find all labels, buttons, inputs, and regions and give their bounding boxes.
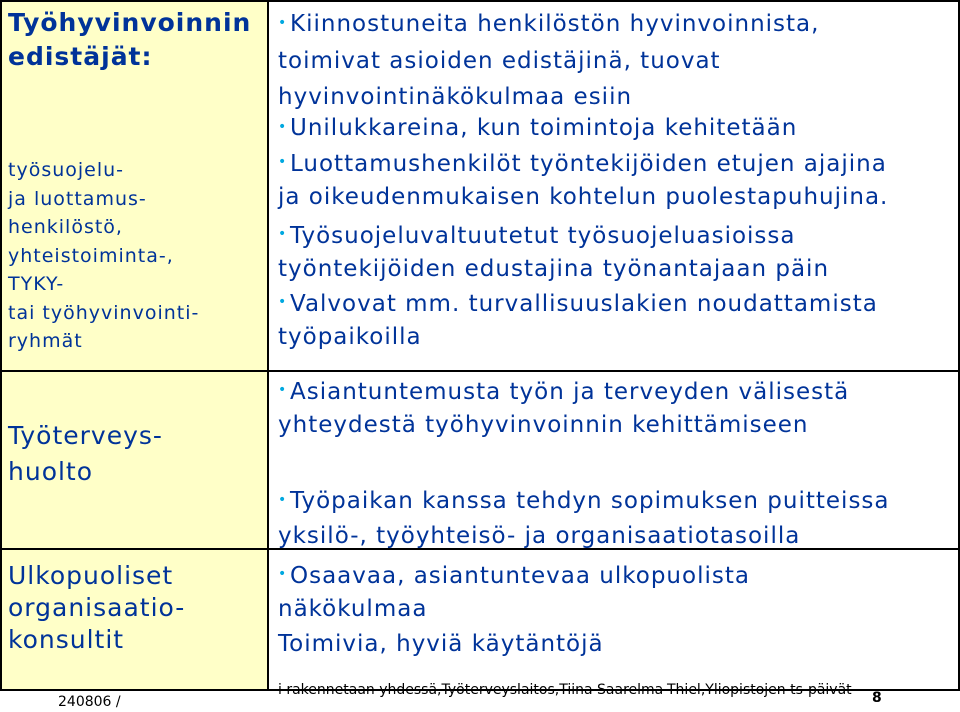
bullet-icon: • <box>278 491 288 508</box>
text-line: Toimivia, hyviä käytäntöjä <box>278 631 604 657</box>
bullet-unilukkareina <box>278 112 954 145</box>
text-line: toimivat asioiden edistäjinä, tuovat <box>278 47 721 74</box>
text-line: ryhmät <box>8 330 83 352</box>
text-line: yksilö-, työyhteisö- ja organisaatiotasoilla <box>278 522 801 549</box>
text-line: tai työhyvinvointi- <box>8 301 200 324</box>
text-toimivia <box>278 628 954 661</box>
text-line: Osaavaa, asiantuntevaa ulkopuolista <box>290 563 750 589</box>
heading-ulkopuoliset <box>8 560 264 656</box>
text-line: näkökulmaa <box>278 596 428 622</box>
text-line: työntekijöiden edustajina työnantajaan päin <box>278 256 830 282</box>
text-line: yhteydestä työhyvinvoinnin kehittämiseen <box>278 412 809 438</box>
text-line: TYKY- <box>8 273 65 295</box>
bullet-icon: • <box>278 294 288 310</box>
text-line: Asiantuntemusta työn ja terveyden välisestä <box>290 379 850 405</box>
page-number: 8 <box>872 690 882 706</box>
bullet-valvovat <box>278 288 954 354</box>
list-tyosuojelu <box>8 156 264 356</box>
text-line: Valvovat mm. turvallisuuslakien noudattamista <box>290 291 878 317</box>
footer-source: i rakennetaan yhdessä,Työterveyslaitos,Tiina Saarelma-Thiel,Yliopistojen ts-päivät <box>278 682 852 698</box>
text-line: yhteistoiminta-, <box>8 244 174 267</box>
heading-line: Ulkopuoliset <box>8 561 174 590</box>
text-line: hyvinvointinäkökulmaa esiin <box>278 83 633 110</box>
heading-line: konsultit <box>8 625 125 654</box>
text-line: Työsuojeluvaltuutetut työsuojeluasioissa <box>290 223 796 249</box>
text-line: Unilukkareina, kun toimintoja kehitetään <box>290 115 798 141</box>
bullet-icon: • <box>278 118 288 135</box>
heading-line: edistäjät: <box>8 42 153 71</box>
divider-column <box>267 0 269 690</box>
bullet-asiantuntemusta <box>278 376 954 442</box>
divider-row-1 <box>0 370 960 372</box>
bullet-icon: • <box>278 382 288 398</box>
heading-line: organisaatio- <box>8 593 186 622</box>
text-line: työsuojelu- <box>8 159 125 181</box>
footer-date: 240806 / <box>58 694 121 710</box>
bullet-icon: • <box>278 226 288 242</box>
text-line: Työpaikan kanssa tehdyn sopimuksen puitteissa <box>290 488 890 514</box>
text-line: työpaikoilla <box>278 324 422 350</box>
heading-tyoterveyshuolto <box>8 418 264 490</box>
divider-left-edge <box>0 0 2 690</box>
bullet-luottamushenkilot <box>278 148 954 214</box>
bullet-osaavaa <box>278 560 954 626</box>
bullet-kiinnostuneita <box>278 6 954 115</box>
heading-line: Työterveys- <box>8 421 163 450</box>
bullet-tyosuojeluvaltuutetut <box>278 220 954 286</box>
text-line: ja luottamus- <box>8 187 147 210</box>
text-line: henkilöstö, <box>8 216 123 238</box>
text-line: Kiinnostuneita henkilöstön hyvinvoinnista, <box>290 11 820 37</box>
heading-edistajat <box>8 6 264 74</box>
divider-top <box>0 0 960 2</box>
text-line: Luottamushenkilöt työntekijöiden etujen ajajina <box>290 151 887 177</box>
bullet-tyopaikan <box>278 484 954 553</box>
heading-line: Työhyvinvoinnin <box>8 8 252 37</box>
text-line: ja oikeudenmukaisen kohtelun puolestapuhujina. <box>278 184 889 210</box>
heading-line: huolto <box>8 457 94 486</box>
bullet-icon: • <box>278 154 288 170</box>
bullet-icon: • <box>278 14 288 31</box>
bullet-icon: • <box>278 566 288 582</box>
